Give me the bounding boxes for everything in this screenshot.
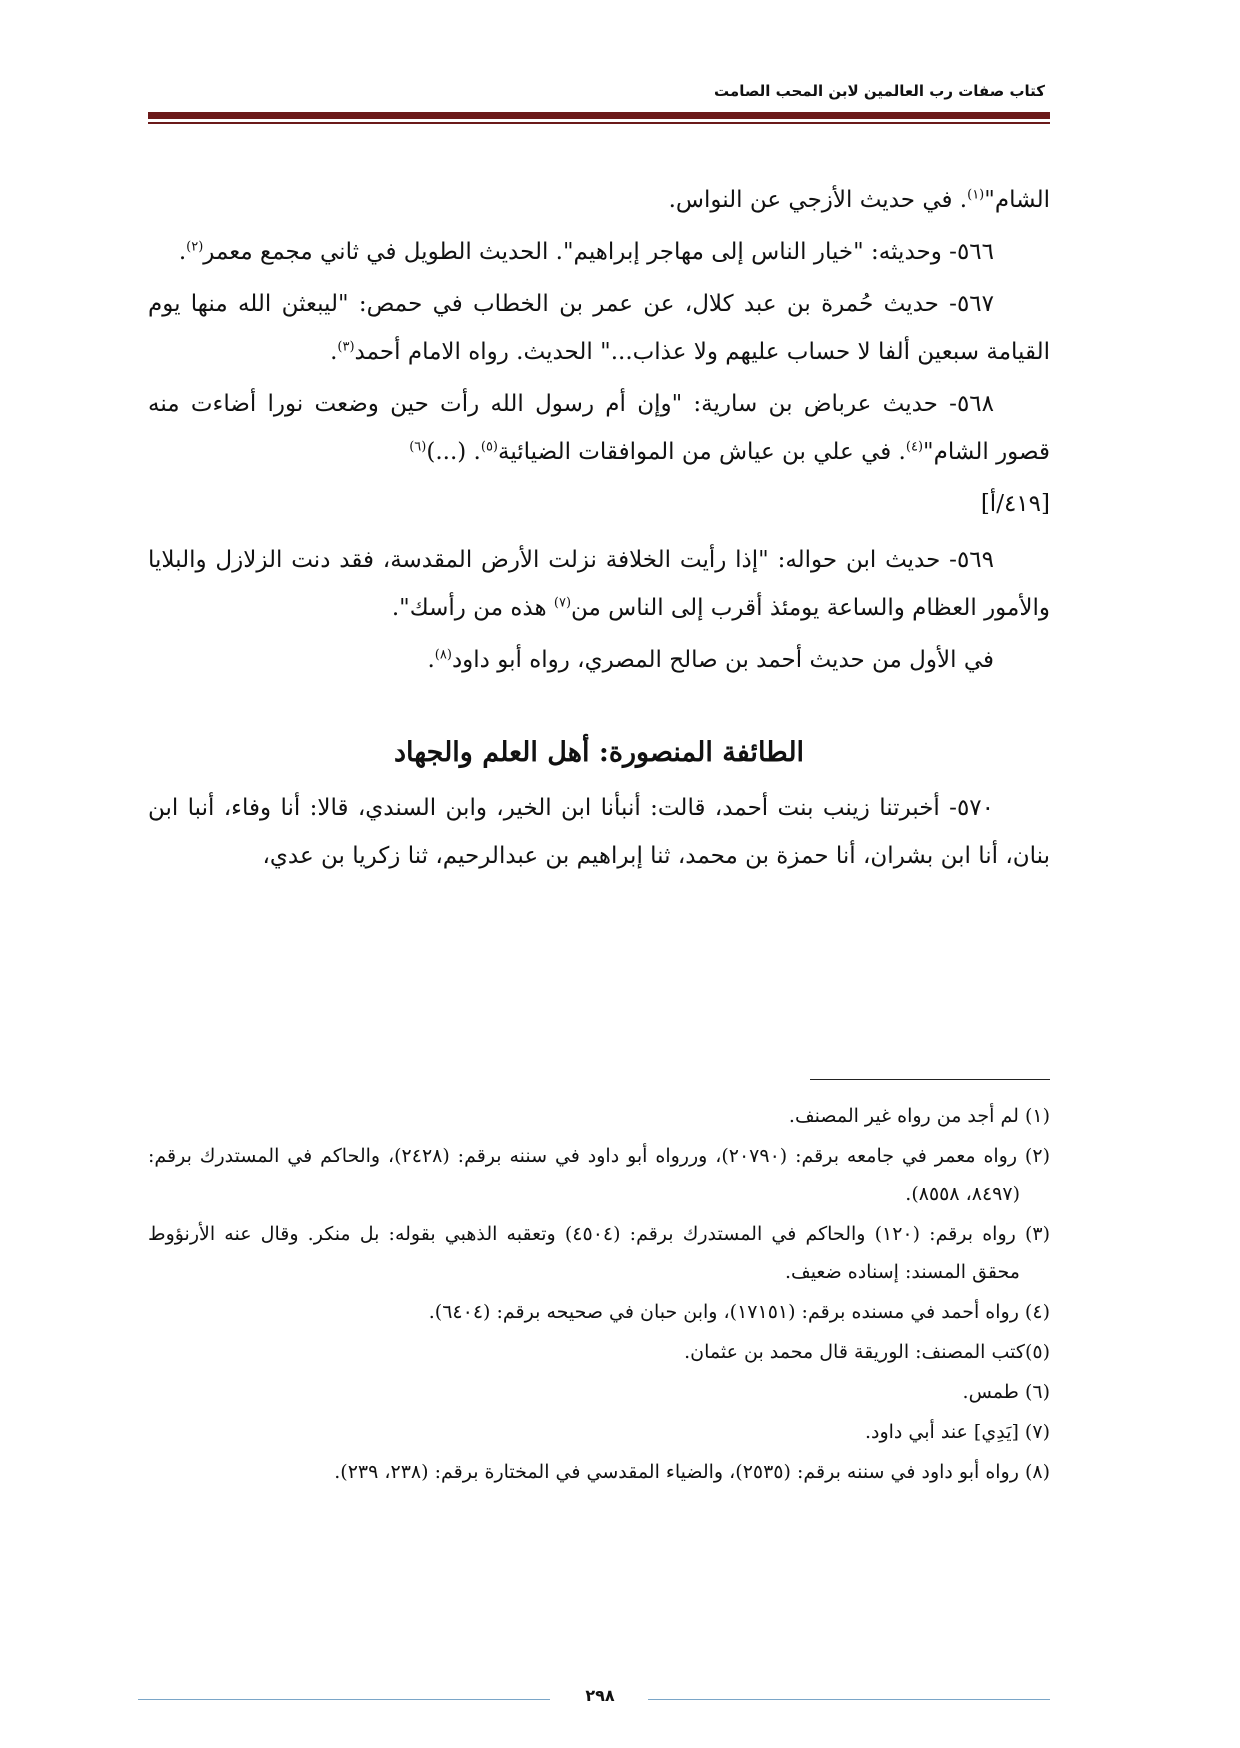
footnote-ref[interactable]: (٦) [409, 439, 427, 455]
page-number: ٢٩٨ [585, 1686, 615, 1705]
footnote-ref[interactable]: (٤) [905, 439, 924, 455]
footnote-ref[interactable]: (١) [967, 187, 985, 203]
footnote-7: (٧) [يَدِي] عند أبي داود. [864, 1421, 1050, 1443]
footnote-ref[interactable]: (٧) [553, 595, 572, 611]
footnote-6: (٦) طمس. [962, 1381, 1050, 1403]
footer-rule-right [648, 1699, 1050, 1700]
paragraph-569-source: في الأول من حديث أحمد بن صالح المصري، رواه أبو داود$^{(٨)}$. [427, 647, 994, 673]
paragraph-continuation: الشام"$^{(١)}$. في حديث الأزجي عن النواس. [668, 187, 1050, 213]
footnote-1: (١) لم أجد من رواه غير المصنف. [788, 1105, 1050, 1127]
running-title: كتاب صفات رب العالمين لابن المحب الصامت [714, 82, 1045, 100]
paragraph-566: ٥٦٦- وحديثه: "خيار الناس إلى مهاجر إبراهيم". الحديث الطويل في ثاني مجمع معمر$^{(٢)}$. [178, 239, 994, 265]
footnote-3: (٣) رواه برقم: (١٢٠) والحاكم في المستدرك برقم: (٤٥٠٤) وتعقبه الذهبي بقوله: بل منكر. وقال عنه الأرنؤوط محقق المسند: إسناده ضعيف. [148, 1223, 1050, 1283]
paragraph-568: ٥٦٨- حديث عرباض بن سارية: "وإن أم رسول الله رأت حين وضعت نورا أضاءت منه قصور الشام"$^{(٤)}$. في علي بن عياش من الموافقات الضيائية$^{(٥)}$. (...)$^{(٦)}$ [148, 391, 1050, 465]
manuscript-folio-ref: [٤١٩/أ] [980, 491, 1050, 517]
footnotes [148, 1097, 1050, 1493]
main-text [148, 176, 1050, 884]
header-rule-thin [148, 122, 1050, 124]
section-heading: الطائفة المنصورة: أهل العلم والجهاد [393, 737, 805, 768]
footnote-ref[interactable]: (٢) [186, 239, 204, 255]
footnote-ref[interactable]: (٨) [434, 647, 452, 663]
footnote-ref[interactable]: (٣) [337, 339, 355, 355]
paragraph-569: ٥٦٩- حديث ابن حواله: "إذا رأيت الخلافة نزلت الأرض المقدسة، فقد دنت الزلازل والبلايا والأمور العظام والساعة يومئذ أقرب إلى الناس من$^{(٧)}$ هذه من رأسك". [148, 547, 1050, 621]
footnote-4: (٤) رواه أحمد في مسنده برقم: (١٧١٥١)، وابن حبان في صحيحه برقم: (٦٤٠٤). [428, 1301, 1050, 1323]
footnote-ref[interactable]: (٥) [480, 439, 498, 455]
paragraph-570: ٥٧٠- أخبرتنا زينب بنت أحمد، قالت: أنبأنا ابن الخير، وابن السندي، قالا: أنا وفاء، أنبا ابن بنان، أنا ابن بشران، أنا حمزة بن محمد، ثنا إبراهيم بن عبدالرحيم، ثنا زكريا بن عدي، [148, 795, 1050, 869]
header-rule [148, 112, 1050, 119]
footnote-5: (٥)كتب المصنف: الوريقة قال محمد بن عثمان. [684, 1341, 1050, 1363]
paragraph-567: ٥٦٧- حديث حُمرة بن عبد كلال، عن عمر بن الخطاب في حمص: "ليبعثن الله منها يوم القيامة سبعين ألفا لا حساب عليهم ولا عذاب..." الحديث. رواه الامام أحمد$^{(٣)}$. [148, 291, 1050, 365]
footer-rule-left [138, 1699, 550, 1700]
footnote-8: (٨) رواه أبو داود في سننه برقم: (٢٥٣٥)، والضياء المقدسي في المختارة برقم: (٢٣٨، ٢٣٩). [334, 1461, 1050, 1483]
footnote-2: (٢) رواه معمر في جامعه برقم: (٢٠٧٩٠)، وررواه أبو داود في سننه برقم: (٢٤٢٨)، والحاكم في المستدرك برقم: (٨٤٩٧، ٨٥٥٨). [148, 1145, 1050, 1205]
footnote-separator [810, 1079, 1050, 1080]
